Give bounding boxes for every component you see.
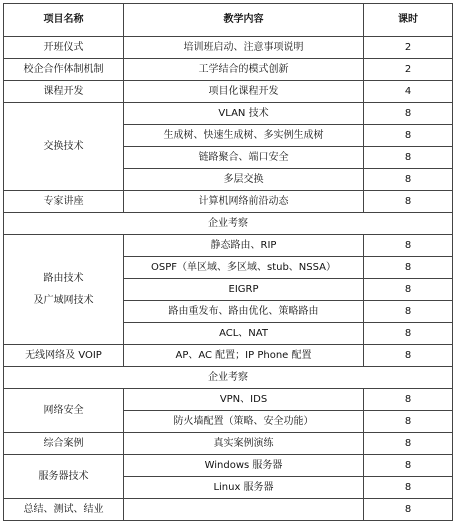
table-row	[4, 103, 453, 125]
row-content: 工学结合的模式创新	[124, 59, 364, 81]
row-content: 多层交换	[124, 169, 364, 191]
table-row	[4, 235, 453, 257]
table-row	[4, 433, 453, 455]
row-hours: 8	[364, 169, 453, 191]
row-hours: 8	[364, 411, 453, 433]
row-hours: 8	[364, 235, 453, 257]
row-content: 项目化课程开发	[124, 81, 364, 103]
row-content: 路由重发布、路由优化、策略路由	[124, 301, 364, 323]
row-content: ACL、NAT	[124, 323, 364, 345]
row-hours: 8	[364, 499, 453, 521]
table-row	[4, 455, 453, 477]
row-hours: 8	[364, 301, 453, 323]
row-content: VLAN 技术	[124, 103, 364, 125]
row-name: 专家讲座	[4, 191, 124, 213]
table-row	[4, 389, 453, 411]
header-content: 教学内容	[124, 4, 364, 37]
row-hours: 4	[364, 81, 453, 103]
row-hours: 8	[364, 433, 453, 455]
row-content: Windows 服务器	[124, 455, 364, 477]
course-table	[3, 3, 453, 521]
row-hours: 8	[364, 103, 453, 125]
row-hours: 8	[364, 345, 453, 367]
row-name: 开班仪式	[4, 37, 124, 59]
row-hours: 2	[364, 59, 453, 81]
row-content: 真实案例演练	[124, 433, 364, 455]
table-row	[4, 499, 453, 521]
row-name-line1: 路由技术	[43, 272, 84, 284]
row-name: 交换技术	[4, 103, 124, 191]
row-hours: 8	[364, 191, 453, 213]
header-name: 项目名称	[4, 4, 124, 37]
row-content: 生成树、快速生成树、多实例生成树	[124, 125, 364, 147]
section-label: 企业考察	[4, 213, 453, 235]
row-content: 计算机网络前沿动态	[124, 191, 364, 213]
table-row	[4, 345, 453, 367]
row-hours: 8	[364, 389, 453, 411]
row-content	[124, 499, 364, 521]
row-content: 静态路由、RIP	[124, 235, 364, 257]
row-name-line2: 及广域网技术	[33, 294, 94, 306]
row-name: 课程开发	[4, 81, 124, 103]
table-row	[4, 37, 453, 59]
row-name: 服务器技术	[4, 455, 124, 499]
table-row	[4, 59, 453, 81]
row-name: 网络安全	[4, 389, 124, 433]
section-row	[4, 213, 453, 235]
row-name: 综合案例	[4, 433, 124, 455]
row-content: 防火墙配置（策略、安全功能）	[124, 411, 364, 433]
row-name	[4, 235, 124, 345]
header-hours: 课时	[364, 4, 453, 37]
table-header-row	[4, 4, 453, 37]
row-hours: 8	[364, 477, 453, 499]
row-content: OSPF（单区域、多区域、stub、NSSA）	[124, 257, 364, 279]
row-hours: 8	[364, 323, 453, 345]
row-content: VPN、IDS	[124, 389, 364, 411]
row-content: 培训班启动、注意事项说明	[124, 37, 364, 59]
row-hours: 8	[364, 125, 453, 147]
row-name: 校企合作体制机制	[4, 59, 124, 81]
row-hours: 8	[364, 147, 453, 169]
section-label: 企业考察	[4, 367, 453, 389]
section-row	[4, 367, 453, 389]
row-hours: 2	[364, 37, 453, 59]
row-name: 总结、测试、结业	[4, 499, 124, 521]
table-row	[4, 81, 453, 103]
row-hours: 8	[364, 455, 453, 477]
table-row	[4, 191, 453, 213]
row-hours: 8	[364, 257, 453, 279]
row-content: EIGRP	[124, 279, 364, 301]
row-content: 链路聚合、端口安全	[124, 147, 364, 169]
row-hours: 8	[364, 279, 453, 301]
row-content: Linux 服务器	[124, 477, 364, 499]
row-content: AP、AC 配置；IP Phone 配置	[124, 345, 364, 367]
row-name: 无线网络及 VOIP	[4, 345, 124, 367]
